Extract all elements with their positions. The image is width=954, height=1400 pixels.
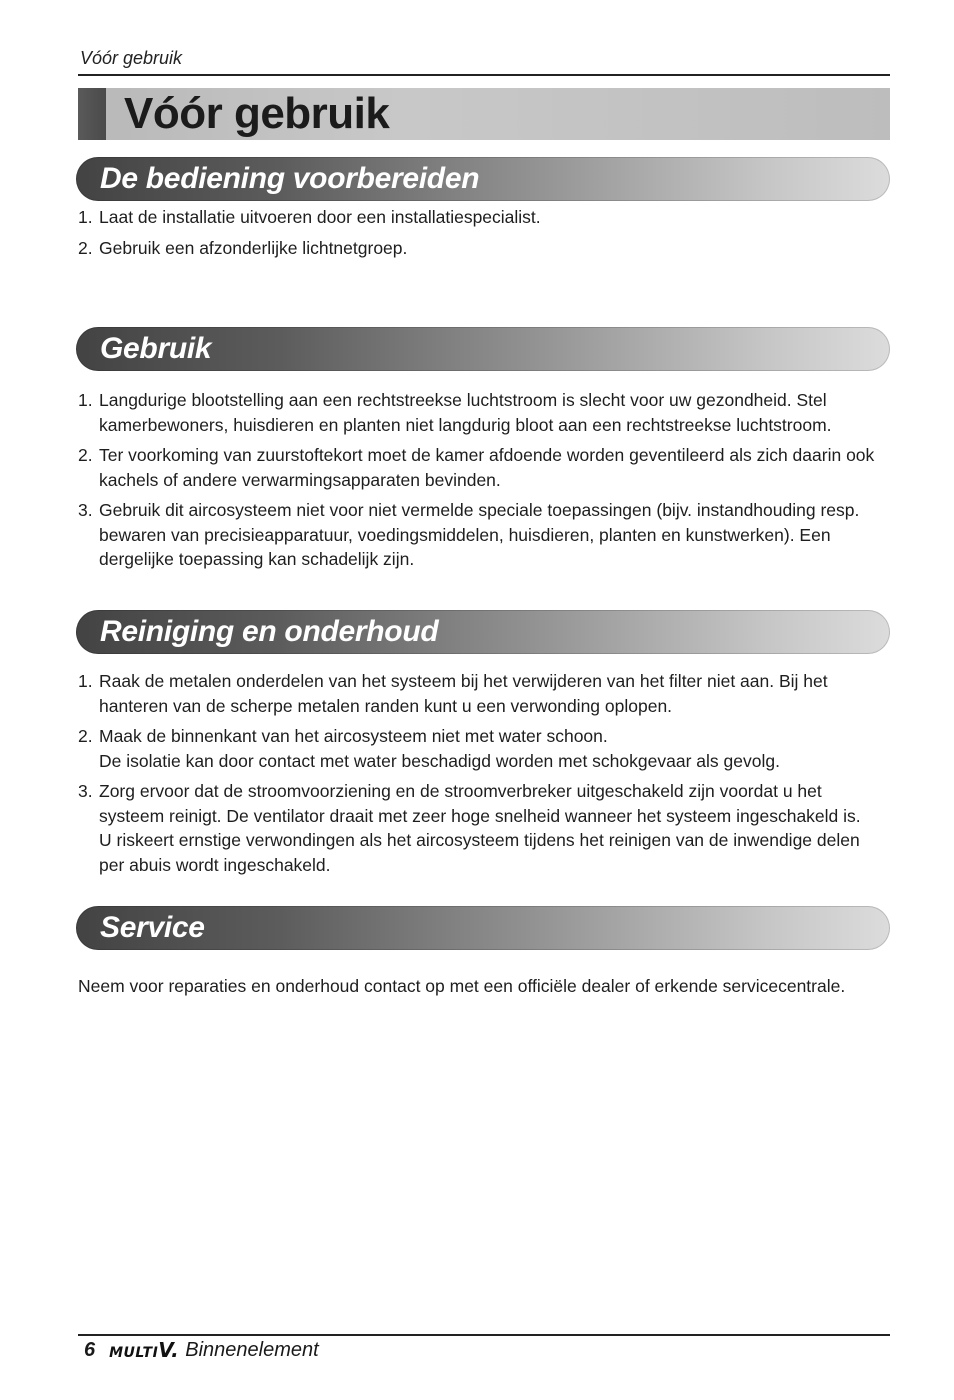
- list-item: [78, 443, 878, 492]
- section-heading-bar: [76, 610, 890, 654]
- numbered-list: [78, 388, 878, 578]
- title-accent-block: [78, 88, 106, 140]
- section-heading: Gebruik: [100, 332, 212, 365]
- item-text: Gebruik dit aircosysteem niet voor niet vermelde speciale toepassingen (bijv. instandhouding resp. bewaren van precisieapparatuur, voedingsmiddelen, huisdieren, planten en kunstwerken). Een dergelijke toepassing kan schadelijk zijn.: [99, 500, 860, 569]
- bottom-rule: [78, 1334, 890, 1336]
- product-name: Binnenelement: [185, 1338, 319, 1361]
- item-text: Zorg ervoor dat de stroomvoorziening en de stroomverbreker uitgeschakeld zijn voordat u het systeem reinigt. De ventilator draait met zeer hoge snelheid wanneer het systeem ingeschakeld is. U riskeert ernstige verwondingen als het aircosysteem tijdens het reinigen van de inwendige delen per abuis wordt ingeschakeld.: [99, 781, 861, 875]
- section-heading-bar: [76, 327, 890, 371]
- item-number: 1.: [78, 671, 93, 691]
- page-footer: [84, 1337, 319, 1363]
- list-item: [78, 779, 878, 877]
- brand-v: V.: [158, 1338, 180, 1362]
- item-number: 1.: [78, 390, 93, 410]
- page-title-bar: [78, 88, 890, 140]
- brand-logo: [109, 1338, 179, 1362]
- section-heading-bar: [76, 906, 890, 950]
- item-number: 2.: [78, 237, 93, 258]
- section-heading: De bediening voorbereiden: [100, 162, 480, 195]
- item-text-continued: De isolatie kan door contact met water beschadigd worden met schokgevaar als gevolg.: [99, 750, 780, 771]
- item-text: Ter voorkoming van zuurstoftekort moet de kamer afdoende worden geventileerd als zich daarin ook kachels of andere verwarmingsapparaten bevinden.: [99, 445, 875, 490]
- item-text: Gebruik een afzonderlijke lichtnetgroep.: [99, 237, 408, 258]
- section-heading-bar: [76, 157, 890, 201]
- section-heading: Service: [100, 911, 205, 944]
- item-text: Langdurige blootstelling aan een rechtstreekse luchtstroom is slecht voor uw gezondheid. Stel kamerbewoners, huisdieren en planten niet langdurig bloot aan een rechtstreekse luchtstroom.: [99, 390, 832, 435]
- numbered-list: [78, 205, 878, 266]
- running-head: Vóór gebruik: [80, 48, 183, 68]
- list-item: [78, 724, 878, 773]
- numbered-list: [78, 669, 878, 883]
- item-number: 2.: [78, 726, 93, 746]
- item-text: Maak de binnenkant van het aircosysteem niet met water schoon.: [99, 726, 608, 746]
- list-item: [78, 205, 878, 230]
- item-text: Raak de metalen onderdelen van het systeem bij het verwijderen van het filter niet aan. Bij het hanteren van de scherpe metalen randen kunt u een verwonding oplopen.: [99, 671, 828, 716]
- list-item: [78, 498, 878, 572]
- page-number: 6: [84, 1338, 96, 1361]
- service-paragraph: Neem voor reparaties en onderhoud contact op met een officiële dealer of erkende servicecentrale.: [78, 976, 846, 996]
- list-item: [78, 236, 878, 261]
- item-text: Laat de installatie uitvoeren door een installatiespecialist.: [99, 207, 541, 227]
- item-number: 1.: [78, 207, 93, 227]
- item-number: 3.: [78, 781, 93, 801]
- item-number: 3.: [78, 500, 93, 520]
- top-rule: [78, 74, 890, 76]
- page-title: Vóór gebruik: [124, 89, 390, 138]
- list-item: [78, 388, 878, 437]
- list-item: [78, 669, 878, 718]
- item-number: 2.: [78, 445, 93, 465]
- section-heading: Reiniging en onderhoud: [100, 615, 439, 648]
- brand-name: MULTI: [109, 1345, 159, 1361]
